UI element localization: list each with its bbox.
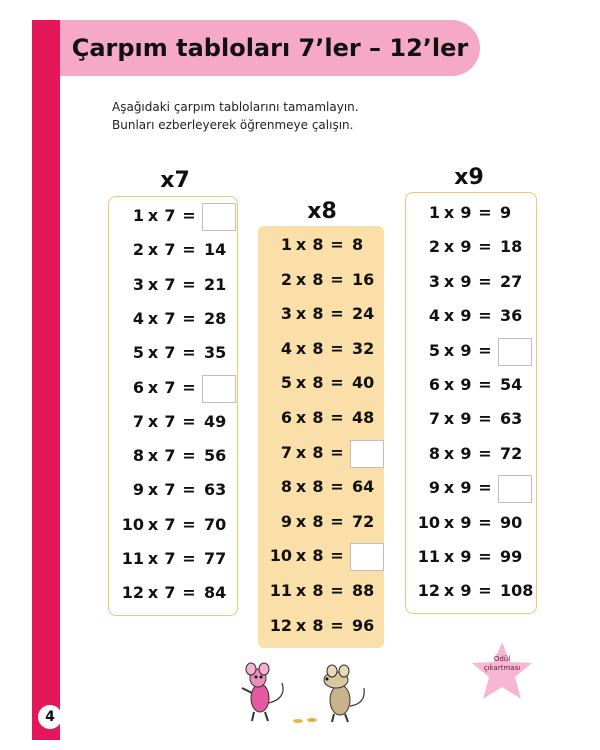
multiplicand: 2 bbox=[280, 270, 292, 289]
times-sign: x bbox=[295, 581, 307, 600]
table-row bbox=[412, 199, 540, 227]
times-sign: x bbox=[295, 546, 307, 565]
multiplier: 9 bbox=[460, 237, 472, 256]
sticker-line2: çıkartması bbox=[483, 664, 521, 672]
product: 64 bbox=[352, 477, 375, 496]
multiplicand: 1 bbox=[428, 203, 440, 222]
multiplier: 9 bbox=[460, 547, 472, 566]
equals-sign: = bbox=[478, 581, 492, 600]
product: 72 bbox=[500, 444, 523, 463]
equals-sign: = bbox=[182, 275, 196, 294]
times-sign: x bbox=[147, 480, 159, 499]
times-sign: x bbox=[147, 275, 159, 294]
table-row bbox=[264, 404, 392, 432]
table-row bbox=[116, 374, 200, 402]
product: 24 bbox=[352, 304, 375, 323]
product: 77 bbox=[204, 549, 227, 568]
times-sign: x bbox=[147, 515, 159, 534]
multiplicand: 1 bbox=[280, 235, 292, 254]
multiplicand: 3 bbox=[132, 275, 144, 294]
multiplier: 8 bbox=[312, 304, 324, 323]
times-sign: x bbox=[147, 378, 159, 397]
multiplicand: 11 bbox=[417, 547, 440, 566]
table-row bbox=[412, 337, 496, 365]
multiplicand: 5 bbox=[132, 343, 144, 362]
answer-blank[interactable] bbox=[202, 375, 236, 403]
times-sign: x bbox=[295, 616, 307, 635]
equals-sign: = bbox=[182, 309, 196, 328]
equals-sign: = bbox=[478, 547, 492, 566]
multiplicand: 12 bbox=[269, 616, 292, 635]
multiplier: 7 bbox=[164, 343, 176, 362]
multiplicand: 6 bbox=[132, 378, 144, 397]
multiplier: 7 bbox=[164, 275, 176, 294]
answer-blank[interactable] bbox=[350, 543, 384, 571]
multiplicand: 3 bbox=[428, 272, 440, 291]
table-row bbox=[264, 369, 392, 397]
table-row bbox=[264, 335, 392, 363]
table-row bbox=[264, 439, 348, 467]
page-number: 4 bbox=[38, 705, 62, 729]
multiplicand: 2 bbox=[132, 240, 144, 259]
product: 16 bbox=[352, 270, 375, 289]
product: 40 bbox=[352, 373, 375, 392]
product: 8 bbox=[352, 235, 364, 254]
multiplicand: 7 bbox=[132, 412, 144, 431]
multiplicand: 10 bbox=[269, 546, 292, 565]
times-sign: x bbox=[295, 477, 307, 496]
multiplier: 8 bbox=[312, 235, 324, 254]
product: 49 bbox=[204, 412, 227, 431]
table-row bbox=[412, 440, 540, 468]
crumb-icon bbox=[307, 718, 317, 722]
multiplier: 7 bbox=[164, 412, 176, 431]
equals-sign: = bbox=[182, 206, 196, 225]
multiplier: 8 bbox=[312, 270, 324, 289]
multiplier: 8 bbox=[312, 408, 324, 427]
multiplicand: 6 bbox=[428, 375, 440, 394]
multiplicand: 9 bbox=[132, 480, 144, 499]
multiplier: 7 bbox=[164, 309, 176, 328]
equals-sign: = bbox=[182, 480, 196, 499]
multiplicand: 12 bbox=[417, 581, 440, 600]
answer-blank[interactable] bbox=[350, 440, 384, 468]
multiplicand: 11 bbox=[269, 581, 292, 600]
multiplicand: 4 bbox=[428, 306, 440, 325]
table-heading-x7: x7 bbox=[160, 168, 190, 193]
times-sign: x bbox=[443, 409, 455, 428]
multiplicand: 4 bbox=[132, 309, 144, 328]
equals-sign: = bbox=[478, 409, 492, 428]
product: 48 bbox=[352, 408, 375, 427]
times-sign: x bbox=[443, 341, 455, 360]
table-row bbox=[412, 543, 540, 571]
equals-sign: = bbox=[330, 373, 344, 392]
multiplier: 7 bbox=[164, 480, 176, 499]
multiplier: 8 bbox=[312, 373, 324, 392]
multiplier: 9 bbox=[460, 306, 472, 325]
table-row bbox=[116, 579, 244, 607]
times-sign: x bbox=[295, 270, 307, 289]
answer-blank[interactable] bbox=[498, 475, 532, 503]
multiplier: 9 bbox=[460, 444, 472, 463]
equals-sign: = bbox=[182, 446, 196, 465]
equals-sign: = bbox=[478, 478, 492, 497]
times-sign: x bbox=[443, 547, 455, 566]
multiplicand: 12 bbox=[121, 583, 144, 602]
equals-sign: = bbox=[330, 339, 344, 358]
times-sign: x bbox=[147, 309, 159, 328]
equals-sign: = bbox=[330, 616, 344, 635]
answer-blank[interactable] bbox=[498, 338, 532, 366]
multiplier: 9 bbox=[460, 409, 472, 428]
equals-sign: = bbox=[182, 240, 196, 259]
table-row bbox=[412, 509, 540, 537]
multiplier: 7 bbox=[164, 446, 176, 465]
table-row bbox=[264, 508, 392, 536]
times-sign: x bbox=[295, 512, 307, 531]
table-row bbox=[412, 474, 496, 502]
product: 108 bbox=[500, 581, 534, 600]
multiplicand: 3 bbox=[280, 304, 292, 323]
grey-mouse-icon bbox=[324, 665, 364, 722]
multiplicand: 5 bbox=[428, 341, 440, 360]
times-sign: x bbox=[147, 206, 159, 225]
product: 99 bbox=[500, 547, 523, 566]
equals-sign: = bbox=[182, 378, 196, 397]
times-sign: x bbox=[443, 272, 455, 291]
equals-sign: = bbox=[330, 270, 344, 289]
instructions bbox=[112, 98, 452, 134]
table-row bbox=[264, 542, 348, 570]
product: 96 bbox=[352, 616, 375, 635]
table-row bbox=[264, 577, 392, 605]
equals-sign: = bbox=[330, 581, 344, 600]
equals-sign: = bbox=[330, 443, 344, 462]
equals-sign: = bbox=[478, 375, 492, 394]
equals-sign: = bbox=[478, 444, 492, 463]
table-row bbox=[412, 577, 540, 605]
multiplier: 9 bbox=[460, 478, 472, 497]
multiplier: 9 bbox=[460, 375, 472, 394]
instruction-line: Aşağıdaki çarpım tablolarını tamamlayın. bbox=[112, 100, 359, 114]
product: 84 bbox=[204, 583, 227, 602]
multiplier: 8 bbox=[312, 477, 324, 496]
table-row bbox=[264, 300, 392, 328]
multiplicand: 1 bbox=[132, 206, 144, 225]
multiplier: 7 bbox=[164, 240, 176, 259]
times-sign: x bbox=[443, 581, 455, 600]
multiplicand: 10 bbox=[417, 513, 440, 532]
product: 32 bbox=[352, 339, 375, 358]
table-row bbox=[264, 231, 392, 259]
multiplier: 8 bbox=[312, 581, 324, 600]
product: 90 bbox=[500, 513, 523, 532]
times-sign: x bbox=[295, 373, 307, 392]
multiplicand: 9 bbox=[280, 512, 292, 531]
product: 27 bbox=[500, 272, 523, 291]
table-row bbox=[116, 476, 244, 504]
multiplicand: 5 bbox=[280, 373, 292, 392]
page-title: Çarpım tabloları 7’ler – 12’ler bbox=[71, 34, 469, 62]
multiplicand: 11 bbox=[121, 549, 144, 568]
multiplicand: 8 bbox=[428, 444, 440, 463]
equals-sign: = bbox=[182, 583, 196, 602]
table-row bbox=[116, 305, 244, 333]
product: 63 bbox=[500, 409, 523, 428]
banner-corner bbox=[32, 20, 60, 76]
times-sign: x bbox=[295, 235, 307, 254]
multiplier: 9 bbox=[460, 272, 472, 291]
equals-sign: = bbox=[330, 235, 344, 254]
multiplier: 8 bbox=[312, 616, 324, 635]
multiplier: 8 bbox=[312, 546, 324, 565]
equals-sign: = bbox=[478, 341, 492, 360]
times-sign: x bbox=[295, 339, 307, 358]
multiplier: 9 bbox=[460, 513, 472, 532]
equals-sign: = bbox=[330, 477, 344, 496]
table-row bbox=[412, 233, 540, 261]
times-sign: x bbox=[147, 412, 159, 431]
multiplicand: 9 bbox=[428, 478, 440, 497]
equals-sign: = bbox=[330, 408, 344, 427]
crumb-icon bbox=[293, 719, 303, 723]
times-sign: x bbox=[147, 446, 159, 465]
product: 88 bbox=[352, 581, 375, 600]
table-row bbox=[412, 405, 540, 433]
times-sign: x bbox=[443, 203, 455, 222]
table-row bbox=[412, 302, 540, 330]
answer-blank[interactable] bbox=[202, 203, 236, 231]
sticker-line1: Ödül bbox=[493, 655, 511, 663]
product: 72 bbox=[352, 512, 375, 531]
table-row bbox=[116, 408, 244, 436]
equals-sign: = bbox=[330, 512, 344, 531]
times-sign: x bbox=[443, 237, 455, 256]
multiplier: 7 bbox=[164, 206, 176, 225]
times-sign: x bbox=[295, 443, 307, 462]
product: 18 bbox=[500, 237, 523, 256]
multiplicand: 7 bbox=[280, 443, 292, 462]
equals-sign: = bbox=[478, 203, 492, 222]
multiplier: 7 bbox=[164, 515, 176, 534]
multiplicand: 7 bbox=[428, 409, 440, 428]
sticker-label bbox=[470, 655, 534, 673]
multiplicand: 4 bbox=[280, 339, 292, 358]
product: 35 bbox=[204, 343, 227, 362]
product: 36 bbox=[500, 306, 523, 325]
table-row bbox=[116, 202, 200, 230]
multiplicand: 8 bbox=[132, 446, 144, 465]
multiplier: 7 bbox=[164, 549, 176, 568]
table-row bbox=[264, 612, 392, 640]
equals-sign: = bbox=[182, 412, 196, 431]
table-row bbox=[264, 473, 392, 501]
table-row bbox=[116, 271, 244, 299]
table-row bbox=[412, 371, 540, 399]
product: 9 bbox=[500, 203, 512, 222]
equals-sign: = bbox=[478, 272, 492, 291]
product: 54 bbox=[500, 375, 523, 394]
times-sign: x bbox=[295, 304, 307, 323]
product: 14 bbox=[204, 240, 227, 259]
multiplicand: 2 bbox=[428, 237, 440, 256]
multiplicand: 8 bbox=[280, 477, 292, 496]
equals-sign: = bbox=[330, 546, 344, 565]
multiplicand: 6 bbox=[280, 408, 292, 427]
equals-sign: = bbox=[330, 304, 344, 323]
pink-mouse-icon bbox=[242, 663, 283, 721]
table-row bbox=[412, 268, 540, 296]
equals-sign: = bbox=[182, 549, 196, 568]
product: 28 bbox=[204, 309, 227, 328]
equals-sign: = bbox=[478, 513, 492, 532]
times-sign: x bbox=[147, 343, 159, 362]
times-sign: x bbox=[147, 240, 159, 259]
multiplier: 7 bbox=[164, 378, 176, 397]
times-sign: x bbox=[443, 513, 455, 532]
product: 56 bbox=[204, 446, 227, 465]
equals-sign: = bbox=[182, 343, 196, 362]
product: 63 bbox=[204, 480, 227, 499]
times-sign: x bbox=[443, 375, 455, 394]
table-row bbox=[116, 236, 244, 264]
times-sign: x bbox=[147, 583, 159, 602]
table-row bbox=[264, 266, 392, 294]
multiplier: 9 bbox=[460, 341, 472, 360]
mice-illustration bbox=[232, 658, 372, 728]
multiplier: 8 bbox=[312, 512, 324, 531]
equals-sign: = bbox=[478, 306, 492, 325]
table-heading-x8: x8 bbox=[307, 199, 337, 224]
multiplier: 9 bbox=[460, 203, 472, 222]
instruction-line: Bunları ezberleyerek öğrenmeye çalışın. bbox=[112, 118, 354, 132]
times-sign: x bbox=[443, 306, 455, 325]
table-row bbox=[116, 339, 244, 367]
equals-sign: = bbox=[478, 237, 492, 256]
pink-sidebar bbox=[32, 60, 60, 740]
multiplier: 8 bbox=[312, 443, 324, 462]
equals-sign: = bbox=[182, 515, 196, 534]
multiplier: 9 bbox=[460, 581, 472, 600]
multiplier: 8 bbox=[312, 339, 324, 358]
table-row bbox=[116, 545, 244, 573]
table-row bbox=[116, 511, 244, 539]
times-sign: x bbox=[295, 408, 307, 427]
times-sign: x bbox=[443, 478, 455, 497]
multiplier: 7 bbox=[164, 583, 176, 602]
table-heading-x9: x9 bbox=[454, 165, 484, 190]
table-row bbox=[116, 442, 244, 470]
times-sign: x bbox=[147, 549, 159, 568]
product: 21 bbox=[204, 275, 227, 294]
times-sign: x bbox=[443, 444, 455, 463]
multiplicand: 10 bbox=[121, 515, 144, 534]
star-sticker bbox=[470, 640, 534, 702]
product: 70 bbox=[204, 515, 227, 534]
